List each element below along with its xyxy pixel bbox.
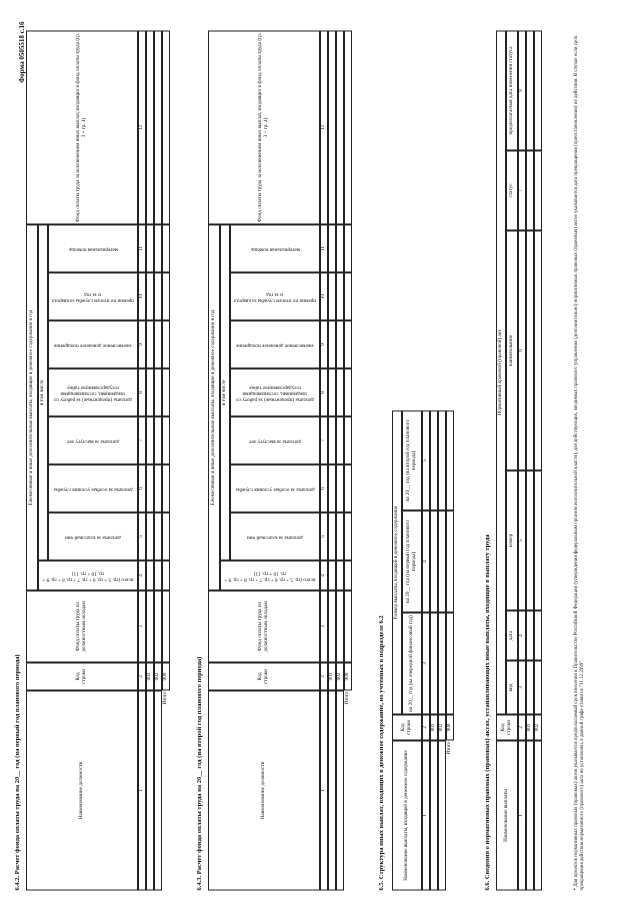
table-cell (328, 691, 336, 891)
header-aid (230, 225, 320, 273)
header-secrecy (48, 369, 138, 417)
header-code-text: Код строки (257, 668, 269, 685)
total-cell (344, 31, 352, 225)
header-legal-act-text: Нормативный правовой (правовой) акт (497, 329, 504, 416)
column-number-text: 10 (138, 293, 145, 300)
header-payment-name-text: Наименование выплаты (503, 789, 510, 842)
header-fund-excl-text: Фонд оплаты труда за исключением иных выплат, входящих в фонд оплаты труда (гр. 3 + гр. 4) (257, 32, 269, 223)
total-cell (162, 465, 170, 513)
table-cell (534, 151, 542, 231)
column-number-text: 2 (422, 726, 429, 729)
table-cell (430, 741, 438, 891)
table-cell (430, 613, 438, 715)
table-cell (146, 369, 154, 417)
header-status (506, 151, 518, 231)
header-rank (230, 513, 320, 561)
header-special (48, 465, 138, 513)
table-cell (336, 273, 344, 321)
header-in-total (220, 225, 230, 561)
table-cell (526, 741, 534, 891)
row-code-total (446, 715, 454, 741)
header-in-total-text: в том числе (221, 379, 228, 406)
header-aid-text: материальная помощь (250, 246, 300, 253)
header-code (26, 663, 138, 691)
column-number (518, 151, 526, 231)
total-cell (344, 465, 352, 513)
total-label-text: Итого (446, 741, 453, 755)
column-number (320, 691, 328, 891)
table-cell (328, 273, 336, 321)
column-number (320, 663, 328, 691)
column-number-text: 4 (422, 560, 429, 563)
table-cell (526, 661, 534, 715)
total-cell (162, 369, 170, 417)
total-cell (162, 321, 170, 369)
column-number-text: 3 (320, 625, 327, 628)
column-number-text: 10 (320, 293, 327, 300)
header-type-text: вид (508, 683, 515, 692)
footnote: * Для проектов нормативных правовых (правовых) актов указывается предполагаемый срок внесения в Правительство Российской Федерации (утверждения федеральным органом исполнительной власти), для действующих, вводимых правового управления (дополнительно) нормативных правовых (правовых) актов указывается дата прекращения (приостановления) их действия. В случае если срок прекращения действия нормативного (правового) акта не установлен, в данной графе ставится "31.12.2999". (574, 35, 586, 891)
table-cell (336, 31, 344, 225)
table-cell (534, 661, 542, 715)
header-size (392, 411, 402, 715)
header-status-text: статус (508, 183, 515, 198)
column-number (320, 591, 328, 663)
column-number-text: 8 (518, 89, 525, 92)
header-date (506, 611, 518, 661)
column-number-text: 2 (518, 726, 525, 729)
header-position (208, 691, 320, 891)
column-number (138, 31, 146, 225)
table-cell (328, 369, 336, 417)
column-number-text: 1 (320, 789, 327, 792)
header-rank (48, 513, 138, 561)
table-cell (154, 273, 162, 321)
header-number (506, 471, 518, 611)
header-code (392, 715, 422, 741)
header-in-total-text: в том числе (39, 379, 46, 406)
header-fund-official-text: Фонд оплаты труда по должностным окладам (257, 601, 269, 652)
table-cell (146, 561, 154, 591)
column-number (518, 661, 526, 715)
table-cell (336, 225, 344, 273)
header-secrecy (230, 369, 320, 417)
table-cell (154, 513, 162, 561)
column-number-text: 1 (422, 814, 429, 817)
header-type (506, 661, 518, 715)
column-number (320, 561, 328, 591)
column-number-text: 9 (320, 343, 327, 346)
table-cell (526, 231, 534, 471)
header-total (220, 561, 320, 591)
column-number-text: 2 (320, 675, 327, 678)
header-bonus-text: ежемесячное денежное поощрение (54, 342, 132, 349)
header-title-text: наименование (508, 334, 515, 367)
total-cell (446, 613, 454, 715)
total-label (162, 691, 170, 891)
header-fund-excl (26, 31, 138, 225)
header-group-text: Ежемесячные и иные дополнительные выплаты, входящие в денежное содержание в год (210, 309, 217, 506)
header-year-2-text: на 20__ год (на первый год планового периода) (405, 519, 417, 604)
header-total (38, 561, 138, 591)
row-code (526, 715, 534, 741)
total-cell (162, 591, 170, 663)
header-total-text: всего (гр. 5 + гр. 6 + гр. 7 + гр. 8 + гр. 9 + гр. 10 + гр. 11) (224, 570, 316, 583)
header-group (208, 225, 220, 591)
column-number (138, 691, 146, 891)
table-cell (438, 511, 446, 613)
column-number-text: 1 (138, 789, 145, 792)
form-code: Форма 0505518 с.16 (18, 21, 26, 83)
table-cell (146, 273, 154, 321)
total-cell (162, 417, 170, 465)
row-code-text: 002 (534, 723, 541, 732)
header-code-text: Код строки (500, 719, 512, 736)
table-cell (146, 691, 154, 891)
header-bonus-text: ежемесячное денежное поощрение (236, 342, 314, 349)
header-year-2 (402, 511, 422, 613)
table-cell (328, 417, 336, 465)
row-code-text: 001 (526, 723, 533, 732)
row-code-text: 001 (430, 723, 437, 732)
column-number (138, 321, 146, 369)
header-number-text: номер (508, 533, 515, 548)
column-number-text: 12 (138, 124, 145, 131)
table-cell (336, 321, 344, 369)
row-code-total (344, 663, 352, 691)
column-number (138, 273, 146, 321)
table-cell (430, 411, 438, 511)
table-cell (534, 611, 542, 661)
header-rank-text: доплаты за классный чин (247, 534, 303, 541)
table-cell (438, 411, 446, 511)
column-number (320, 465, 328, 513)
column-number-text: 6 (138, 487, 145, 490)
legal-acts-table (496, 31, 556, 891)
table-cell (336, 513, 344, 561)
table-cell (430, 511, 438, 613)
column-number (518, 31, 526, 151)
column-number-text: 12 (320, 124, 327, 131)
column-number (138, 561, 146, 591)
column-number-text: 5 (422, 459, 429, 462)
column-number-text: 11 (138, 246, 145, 251)
header-premium (48, 273, 138, 321)
header-payment-name-text: Наименование выплаты, входящей в денежное содержание (403, 750, 410, 881)
header-longevity-text: доплаты за выслугу лет (248, 438, 302, 445)
row-code-text: 002 (336, 672, 343, 681)
column-number-text: 8 (320, 391, 327, 394)
table-cell (336, 691, 344, 891)
header-code-text: Код строки (400, 719, 412, 736)
total-cell (446, 411, 454, 511)
header-code (496, 715, 518, 741)
header-year-1 (402, 613, 422, 715)
table-cell (534, 741, 542, 891)
row-code-total-text: 900 (344, 672, 351, 681)
table-cell (526, 611, 534, 661)
table-cell (328, 225, 336, 273)
table-cell (146, 417, 154, 465)
column-number (138, 225, 146, 273)
header-premium-text: премии по итогам службы за квартал и за год (233, 291, 317, 304)
header-position (26, 691, 138, 891)
header-longevity (48, 417, 138, 465)
column-number-text: 7 (138, 439, 145, 442)
header-payment-name (496, 741, 518, 891)
table-cell (526, 151, 534, 231)
fund-table-first-year (26, 31, 176, 891)
column-number-text: 6 (320, 487, 327, 490)
header-group (26, 225, 38, 591)
table-cell (154, 691, 162, 891)
header-expiry (506, 31, 518, 151)
header-fund-excl-text: Фонд оплаты труда за исключением иных выплат, входящих в фонд оплаты труда (гр. 3 + гр. 4) (75, 32, 87, 223)
header-bonus (230, 321, 320, 369)
header-longevity (230, 417, 320, 465)
row-code-total-text: 900 (162, 672, 169, 681)
row-code (154, 663, 162, 691)
total-cell (162, 273, 170, 321)
header-date-text: дата (508, 630, 515, 641)
column-number (138, 369, 146, 417)
column-number (320, 513, 328, 561)
column-number (320, 225, 328, 273)
header-aid (48, 225, 138, 273)
table-cell (154, 225, 162, 273)
table-cell (438, 613, 446, 715)
header-fund-official (208, 591, 320, 663)
table-cell (336, 465, 344, 513)
total-label (344, 691, 352, 891)
column-number-text: 6 (518, 349, 525, 352)
column-number-text: 4 (518, 634, 525, 637)
header-position-text: Наименование должности (78, 761, 85, 820)
header-expiry-text: предполагаемая дата изменения статуса (508, 46, 515, 135)
table-cell (328, 591, 336, 663)
table-cell (328, 513, 336, 561)
column-number (518, 611, 526, 661)
header-special (230, 465, 320, 513)
header-premium (230, 273, 320, 321)
header-fund-official (26, 591, 138, 663)
table-cell (438, 741, 446, 891)
column-number (422, 511, 430, 613)
header-special-text: доплаты за особые условия службы (53, 486, 133, 493)
header-premium-text: премии по итогам службы за квартал и за год (51, 291, 135, 304)
total-cell (344, 225, 352, 273)
table-cell (146, 513, 154, 561)
payments-structure-table (392, 411, 470, 891)
column-number (422, 715, 430, 741)
row-code-total-text: 900 (446, 723, 453, 732)
table-cell (526, 31, 534, 151)
total-cell (446, 511, 454, 613)
column-number (422, 411, 430, 511)
header-year-1-text: на 20__ год (на очередной финансовый год) (408, 615, 415, 712)
column-number-text: 9 (138, 343, 145, 346)
header-code-text: Код строки (75, 668, 87, 685)
column-number (138, 591, 146, 663)
section-title-6-6: 6.6. Сведения о нормативных правовых (правовых) актах, устанавливающих иные выплаты, входящие в выплату труда (484, 534, 491, 891)
column-number-text: 5 (518, 539, 525, 542)
header-year-3 (402, 411, 422, 511)
table-cell (534, 31, 542, 151)
column-number-text: 5 (320, 535, 327, 538)
column-number (518, 715, 526, 741)
header-total-text: всего (гр. 5 + гр. 6 + гр. 7 + гр. 8 + гр. 9 + гр. 10 + гр. 11) (42, 570, 134, 583)
column-number (320, 31, 328, 225)
row-code-total (162, 663, 170, 691)
total-cell (344, 369, 352, 417)
row-code (328, 663, 336, 691)
column-number (518, 741, 526, 891)
table-cell (154, 465, 162, 513)
table-cell (154, 417, 162, 465)
header-aid-text: материальная помощь (68, 246, 118, 253)
column-number (320, 321, 328, 369)
header-fund-excl (208, 31, 320, 225)
table-cell (146, 591, 154, 663)
header-year-3-text: на 20__ год (на второй год планового периода) (405, 419, 417, 502)
row-code (146, 663, 154, 691)
table-cell (328, 321, 336, 369)
column-number-text: 4 (320, 574, 327, 577)
column-number-text: 2 (138, 675, 145, 678)
header-size-text: Размер выплаты, входящей в денежное содержание (393, 505, 400, 620)
table-cell (328, 561, 336, 591)
row-code-text: 002 (438, 723, 445, 732)
table-cell (154, 561, 162, 591)
table-cell (526, 471, 534, 611)
total-cell (344, 591, 352, 663)
fund-table-second-year (208, 31, 358, 891)
column-number-text: 7 (518, 189, 525, 192)
header-longevity-text: доплаты за выслугу лет (66, 438, 120, 445)
total-label-text: Итого (162, 691, 169, 705)
row-code (336, 663, 344, 691)
table-cell (146, 465, 154, 513)
column-number-text: 3 (518, 686, 525, 689)
column-number (138, 465, 146, 513)
header-payment-name (392, 741, 422, 891)
column-number (138, 513, 146, 561)
table-cell (336, 591, 344, 663)
column-number-text: 3 (422, 662, 429, 665)
header-fund-official-text: Фонд оплаты труда по должностным окладам (75, 601, 87, 652)
column-number-text: 8 (138, 391, 145, 394)
column-number (422, 741, 430, 891)
header-in-total (38, 225, 48, 561)
header-secrecy-text: доплаты (процентные) за работу со сведениями, составляющими государственную тайну (236, 384, 314, 403)
header-bonus (48, 321, 138, 369)
total-label (446, 741, 454, 891)
table-cell (146, 321, 154, 369)
table-cell (154, 31, 162, 225)
total-cell (162, 513, 170, 561)
table-cell (336, 369, 344, 417)
total-cell (344, 513, 352, 561)
column-number-text: 5 (138, 535, 145, 538)
header-special-text: доплаты за особые условия службы (235, 486, 315, 493)
table-cell (534, 231, 542, 471)
header-position-text: Наименование должности (260, 761, 267, 820)
total-cell (344, 417, 352, 465)
section-title-6-5: 6.5. Структура иных выплат, входящих в денежное содержание, но учтенных в подразделе 6.2 (378, 615, 385, 891)
column-number-text: 1 (518, 814, 525, 817)
total-cell (162, 225, 170, 273)
column-number (138, 663, 146, 691)
table-cell (328, 31, 336, 225)
column-number (518, 471, 526, 611)
row-code-text: 001 (328, 672, 335, 681)
total-cell (344, 561, 352, 591)
table-cell (154, 321, 162, 369)
column-number (518, 231, 526, 471)
section-title-6-4-2: 6.4.2. Расчет фонда оплаты труда на 20__ год (на первый год планового периода) (14, 654, 21, 891)
table-cell (336, 561, 344, 591)
row-code (534, 715, 542, 741)
table-cell (534, 471, 542, 611)
row-code (438, 715, 446, 741)
column-number (320, 417, 328, 465)
column-number (422, 613, 430, 715)
header-code (208, 663, 320, 691)
column-number-text: 7 (320, 439, 327, 442)
column-number-text: 4 (138, 574, 145, 577)
column-number-text: 3 (138, 625, 145, 628)
header-legal-act (496, 31, 506, 715)
table-cell (146, 225, 154, 273)
total-cell (162, 31, 170, 225)
table-cell (336, 417, 344, 465)
header-secrecy-text: доплаты (процентные) за работу со сведениями, составляющими государственную тайну (54, 384, 132, 403)
column-number-text: 11 (320, 246, 327, 251)
column-number (320, 369, 328, 417)
row-code (430, 715, 438, 741)
table-cell (146, 31, 154, 225)
header-group-text: Ежемесячные и иные дополнительные выплаты, входящие в денежное содержание в год (28, 309, 35, 506)
column-number (138, 417, 146, 465)
total-cell (344, 321, 352, 369)
row-code-text: 001 (146, 672, 153, 681)
table-cell (154, 591, 162, 663)
row-code-text: 002 (154, 672, 161, 681)
header-rank-text: доплаты за классный чин (65, 534, 121, 541)
total-cell (162, 561, 170, 591)
column-number (320, 273, 328, 321)
total-cell (344, 273, 352, 321)
table-cell (154, 369, 162, 417)
section-title-6-4-3: 6.4.3. Расчет фонда оплаты труда на 20__ год (на второй год планового периода) (196, 656, 203, 891)
header-title (506, 231, 518, 471)
table-cell (328, 465, 336, 513)
total-label-text: Итого (344, 691, 351, 705)
